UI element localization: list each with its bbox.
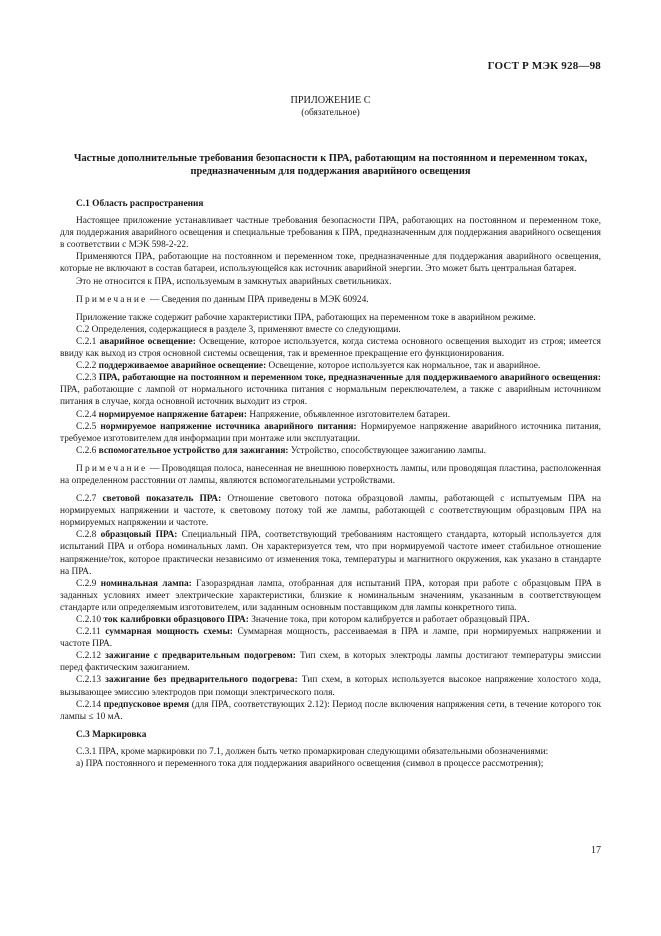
note-label: Примечание xyxy=(76,463,148,474)
definition-number: С.2.3 xyxy=(76,373,97,384)
main-title: Частные дополнительные требования безопасности к ПРА, работающим на постоянном и переменном токах, предназначенным для поддержания аварийного освещения xyxy=(73,153,588,177)
definition-term: зажигание с предварительным подогревом: xyxy=(105,651,296,662)
definition-c2-9 xyxy=(60,578,601,614)
page-number: 17 xyxy=(591,845,601,856)
paragraph: Это не относится к ПРА, используемым в замкнутых аварийных светильниках. xyxy=(76,276,392,287)
definition-number: С.2.13 xyxy=(76,675,102,686)
definition-c2-13 xyxy=(60,674,601,698)
definition-text: Освещение, которое используется как нормальное, так и аварийное. xyxy=(266,361,541,372)
definition-term: поддерживаемое аварийное освещение: xyxy=(98,361,267,372)
paragraph: Настоящее приложение устанавливает частные требования безопасности ПРА, работающих на постоянном и переменном токе, для поддержания аварийного освещения и специальные требования к ПРА, предназначенным для поддержания аварийного освещения в соответствии с МЭК 598-2-22. xyxy=(60,216,601,251)
definition-term: зажигание без предварительного подогрева: xyxy=(105,675,298,686)
paragraph: С.3.1 ПРА, кроме маркировки по 7.1, должен быть четко промаркирован следующими обязательными обозначениями: xyxy=(76,746,549,757)
definition-term: нормируемое напряжение источника аварийного питания: xyxy=(100,421,357,432)
definition-c2-1 xyxy=(60,336,601,360)
definition-number: С.2.6 xyxy=(76,445,97,456)
note-paragraph xyxy=(60,463,601,487)
definition-number: С.2.12 xyxy=(76,651,102,662)
definition-c2-4 xyxy=(60,409,601,421)
paragraph: Применяются ПРА, работающие на постоянном и переменном токе, предназначенные для поддержания аварийного освещения, которые не включают в состав батареи, использующейся как источник аварийной энергии. Это может быть центральная батарея. xyxy=(60,252,601,275)
definition-text: (для ПРА, соответствующих 2.12): Период после включения напряжения сети, в течение которого ток лампы ≤ 10 мА. xyxy=(60,699,602,722)
definition-text: Тип схем, в которых используется высокое напряжение холостого хода, вызывающее эмиссию электродов при помощи электрического поля. xyxy=(60,675,601,698)
appendix-heading xyxy=(0,95,661,119)
note-paragraph xyxy=(60,294,601,306)
definition-term: суммарная мощность схемы: xyxy=(105,627,233,638)
definition-term: номинальная лампа: xyxy=(100,578,192,589)
definition-c2-2 xyxy=(60,360,601,372)
definition-term: вспомогательное устройство для зажигания: xyxy=(98,445,289,456)
list-item: а) ПРА постоянного и переменного тока для поддержания аварийного освещения (символ в процессе рассмотрения); xyxy=(76,759,544,770)
definition-number: С.2.2 xyxy=(76,361,97,372)
definition-term: ПРА, работающие на постоянном и переменном токе, предназначенные для поддерживаемого аварийного освещения: xyxy=(98,373,602,384)
definition-text: Нормируемое напряжение аварийного источника питания, требуемое изготовителем для информации при монтаже или эксплуатации. xyxy=(60,421,602,444)
definition-number: С.2.8 xyxy=(76,530,97,541)
definition-term: аварийное освещение: xyxy=(99,336,196,347)
definition-text: Газоразрядная лампа, отобранная для испытаний ПРА, которая при работе с образцовым ПРА в заданных условиях имеет электрические характеристики, близкие к номинальным значениям, указанным в соответствующем стандарте или определяемым изготовителем, или заданным основным поставщиком для лампы конкретного типа. xyxy=(60,578,602,613)
definition-number: С.2.4 xyxy=(76,409,97,420)
definition-text: Суммарная мощность, рассеиваемая в ПРА и лампе, при нормируемых напряжении и частоте ПРА. xyxy=(60,627,602,650)
note-label: Примечание xyxy=(76,294,148,305)
definition-term: нормируемое напряжение батареи: xyxy=(98,409,247,420)
definition-number: С.2.9 xyxy=(76,578,97,589)
definition-text: Отношение светового потока образцовой лампы, работающей с испытуемым ПРА на нормируемых напряжении и частоте, к световому потоку той же лампы, работающей с соответствующим образцовым ПРА на нормируемых напряжении и частоте. xyxy=(60,494,601,529)
definition-c2-10 xyxy=(60,614,601,626)
definition-text: Освещение, которое используется, когда система основного освещения выходит из строя; имеется ввиду как выход из строя основной системы освещения, так и временное прекращение его функционирования. xyxy=(60,336,601,360)
definition-text: Значение тока, при котором калибруется и работает образцовый ПРА. xyxy=(248,615,530,625)
definition-text: ПРА, работающие с лампой от нормального источника питания с нормальным переключателем, а также с аварийным источником питания в случае, когда основной источник выходит из строя. xyxy=(60,385,601,408)
definition-text: Устройство, способствующее зажиганию лампы. xyxy=(288,445,486,456)
definition-number: С.2.10 xyxy=(76,615,102,625)
document-body xyxy=(60,198,601,770)
definition-number: С.2.1 xyxy=(76,336,97,347)
definition-c2-8 xyxy=(60,529,601,577)
paragraph: Приложение также содержит рабочие характеристики ПРА, работающих на переменном токе в аварийном режиме. xyxy=(76,312,536,323)
definition-text: Напряжение, объявленное изготовителем батареи. xyxy=(246,409,451,420)
definition-term: ток калибровки образцового ПРА: xyxy=(103,615,249,625)
definition-number: С.2.11 xyxy=(76,627,101,638)
definition-number: С.2.7 xyxy=(76,494,97,505)
appendix-status: (обязательное) xyxy=(301,108,360,118)
section-heading-c1: С.1 Область распространения xyxy=(76,199,204,209)
definition-c2-5 xyxy=(60,421,601,445)
definition-term: образцовый ПРА: xyxy=(100,530,178,541)
definitions-intro: С.2 Определения, содержащиеся в разделе 3, применяют вместе со следующими. xyxy=(76,324,401,335)
definition-term: предпусковое время xyxy=(103,699,190,710)
document-code-header: ГОСТ Р МЭК 928—98 xyxy=(487,60,601,72)
note-text: — Сведения по данным ПРА приведены в МЭК 60924. xyxy=(147,294,369,305)
definition-term: световой показатель ПРА: xyxy=(102,494,222,505)
note-text: — Проводящая полоса, нанесенная не внешнюю поверхность лампы, или проводящая пластина, расположенная на определенном расстоянии от лампы, являются вспомогательными устройствами. xyxy=(60,463,601,486)
definition-text: Тип схем, в которых электроды лампы достигают температуры эмиссии перед фактическим зажиганием. xyxy=(60,651,601,674)
definition-c2-6 xyxy=(60,445,601,457)
definition-number: С.2.5 xyxy=(76,421,97,432)
appendix-title: ПРИЛОЖЕНИЕ С xyxy=(290,95,371,106)
definition-c2-14 xyxy=(60,699,601,723)
definition-c2-12 xyxy=(60,650,601,674)
definition-c2-11 xyxy=(60,626,601,650)
section-heading-c3: С.3 Маркировка xyxy=(76,729,147,740)
definition-number: С.2.14 xyxy=(76,699,102,710)
definition-text: Специальный ПРА, соответствующий требованиям настоящего стандарта, который используется для испытаний ПРА и отбора номинальных ламп. Он характеризуется тем, что при нормируемой частоте имеет стабильное отношение напряжение/ток, которое практически независимо от изменения тока, температуры и магнитного окружения, как указано в стандарте на ПРА. xyxy=(60,530,602,577)
definition-c2-3 xyxy=(60,372,601,408)
definition-c2-7 xyxy=(60,493,601,529)
